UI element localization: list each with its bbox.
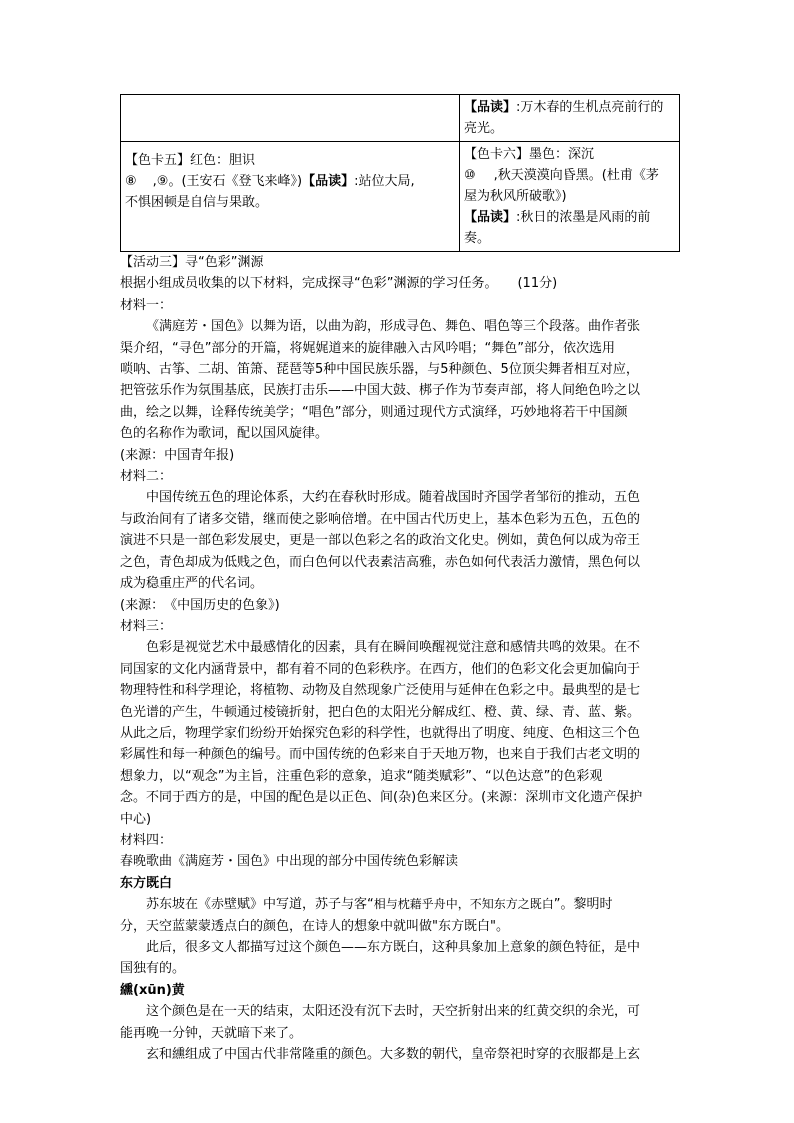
material2-line: 与政治间有了诸多交错，继而使之影响倍增。在中国古代历史上，基本色彩为五色，五色的 — [120, 511, 641, 527]
xun-paragraph-cont: 能再晚一分钟，天就暗下来了。 — [120, 1025, 303, 1041]
xun-paragraph: 玄和纁组成了中国古代非常隆重的颜色。大多数的朝代，皇帝祭祀时穿的衣服都是上玄 — [146, 1047, 641, 1063]
east-paragraph-cont: 分，天空蓝蒙蒙透点白的颜色，在诗人的想象中就叫做"东方既白"。 — [120, 918, 509, 934]
material3-line: 物理特性和科学理论，将植物、动物及自然现象广泛使用与延伸在色彩之中。最典型的是七 — [120, 683, 641, 699]
material4-label: 材料四： — [120, 832, 173, 848]
instruction-text: 根据小组成员收集的以下材料，完成探寻“色彩”渊源的学习任务。 — [120, 276, 498, 292]
material3-line: 彩属性和每一种颜色的编号。而中国传统的色彩来自于天地万物，也来自于我们古老文明的 — [120, 747, 641, 763]
material1-line: 色的名称作为歌词，配以国风旋律。 — [120, 426, 329, 442]
review-tag: 【品读】 — [464, 210, 517, 225]
east-paragraph — [120, 894, 680, 915]
east-text: 苏东坡在《赤壁赋》中写道，苏子与客“ — [146, 897, 374, 913]
material2-line: 中国传统五色的理论体系，大约在春秋时形成。随着战国时齐国学者邹衍的推动，五色 — [146, 490, 641, 506]
xun-paragraph: 这个颜色是在一天的结束，太阳还没有沉下去时，天空折射出来的红黄交织的余光，可 — [146, 1004, 641, 1020]
material3-line: 同国家的文化内涵背景中，都有着不同的色彩秩序。在西方，他们的色彩文化会更加偏向于 — [120, 661, 641, 677]
blank-number-8: ⑧ — [125, 174, 137, 189]
card-title: 【色卡六】墨色：深沉 — [464, 147, 595, 162]
material1-source: (来源：中国青年报) — [120, 447, 235, 463]
card-text: ,秋天漠漠向昏黑。(杜甫《茅 — [493, 168, 659, 183]
card-title: 【色卡五】红色：胆识 — [125, 153, 256, 168]
poem-quote: 相与枕藉乎舟中，不知东方之既白 — [373, 897, 554, 912]
activity-instruction — [120, 273, 680, 294]
material2-line: 成为稳重庄严的代名词。 — [120, 576, 264, 592]
material1-label: 材料一： — [120, 297, 173, 313]
card-cell — [460, 95, 680, 142]
material3-line: 想象力，以“观念”为主旨，注重色彩的意象，追求“随类赋彩”、“以色达意”的色彩观 — [120, 768, 603, 784]
material1-line: 渠介绍，“寻色”部分的开篇，将娓娓道来的旋律融入古风吟唱；“舞色”部分，依次选用 — [120, 340, 615, 356]
score-label: (11分) — [517, 276, 558, 292]
review-text-cont: 亮光。 — [464, 121, 504, 136]
review-tag: 【品读】 — [464, 100, 517, 115]
document-page — [120, 94, 680, 1065]
material2-line: 演进不只是一部色彩发展史，更是一部以色彩之名的政治文化史。例如，黄色何以成为帝王 — [120, 533, 641, 549]
review-text: :秋日的浓墨是风雨的前奏。 — [464, 210, 651, 246]
empty-cell — [121, 95, 460, 142]
material1-line: 曲，绘之以舞，诠释传统美学；“唱色”部分，则通过现代方式演绎，巧妙地将若干中国颜 — [120, 404, 628, 420]
material3-line: 色光谱的产生，牛顿通过棱镜折射，把白色的太阳光分解成红、橙、黄、绿、青、蓝、紫。 — [120, 704, 641, 720]
material2-label: 材料二： — [120, 469, 173, 485]
review-text: :站位大局, — [354, 174, 415, 189]
color-card-6 — [460, 142, 680, 252]
card-text: ,⑨。(王安石《登飞来峰》) — [152, 174, 303, 189]
card-text-cont: 屋为秋风所破歌》) — [464, 189, 567, 204]
section-heading-xun: 纁(xūn)黄 — [120, 982, 185, 998]
east-text: ”。黎明时 — [553, 897, 613, 913]
material3-line: 中心) — [120, 811, 152, 827]
material2-source: (来源： 《中国历史的色象》) — [120, 597, 280, 613]
review-tag: 【品读】 — [302, 174, 355, 189]
color-card-table — [120, 94, 680, 252]
material4-intro: 春晚歌曲《满庭芳・国色》中出现的部分中国传统色彩解读 — [120, 854, 459, 870]
table-row — [121, 95, 680, 142]
material3-line: 念。不同于西方的是，中国的配色是以正色、间(杂)色来区分。(来源：深圳市文化遗产保护 — [120, 790, 643, 806]
section-heading-east: 东方既白 — [120, 875, 173, 891]
material1-line: 唢呐、古筝、二胡、笛箫、琵琶等5种中国民族乐器，与5种颜色、5位顶尖舞者相互对应， — [120, 362, 639, 378]
east-paragraph-cont: 国独有的。 — [120, 961, 186, 977]
material1-line: 《满庭芳・国色》以舞为语，以曲为韵，形成寻色、舞色、唱色等三个段落。曲作者张 — [146, 319, 641, 335]
material1-line: 把管弦乐作为氛围基底，民族打击乐——中国大鼓、梆子作为节奏声部，将人间绝色吟之以 — [120, 383, 641, 399]
activity-title: 【活动三】寻“色彩”渊源 — [120, 255, 264, 270]
east-paragraph: 此后，很多文人都描写过这个颜色——东方既白，这种具象加上意象的颜色特征，是中 — [146, 940, 641, 955]
review-text: :万木春的生机点亮前行的 — [516, 100, 664, 115]
table-row — [121, 142, 680, 252]
review-text-cont: 不惧困顿是自信与果敢。 — [125, 195, 269, 210]
material3-label: 材料三： — [120, 618, 173, 634]
material3-line: 从此之后，物理学家们纷纷开始探究色彩的科学性，也就得出了明度、纯度、色相这三个色 — [120, 725, 641, 741]
material3-line: 色彩是视觉艺术中最感情化的因素，具有在瞬间唤醒视觉注意和感情共鸣的效果。在不 — [146, 640, 641, 656]
material2-line: 之色，青色却成为低贱之色，而白色何以代表素洁高雅，赤色如何代表活力激情，黑色何以 — [120, 554, 641, 570]
blank-number-10: ⑩ — [464, 168, 476, 183]
color-card-5 — [121, 142, 460, 252]
